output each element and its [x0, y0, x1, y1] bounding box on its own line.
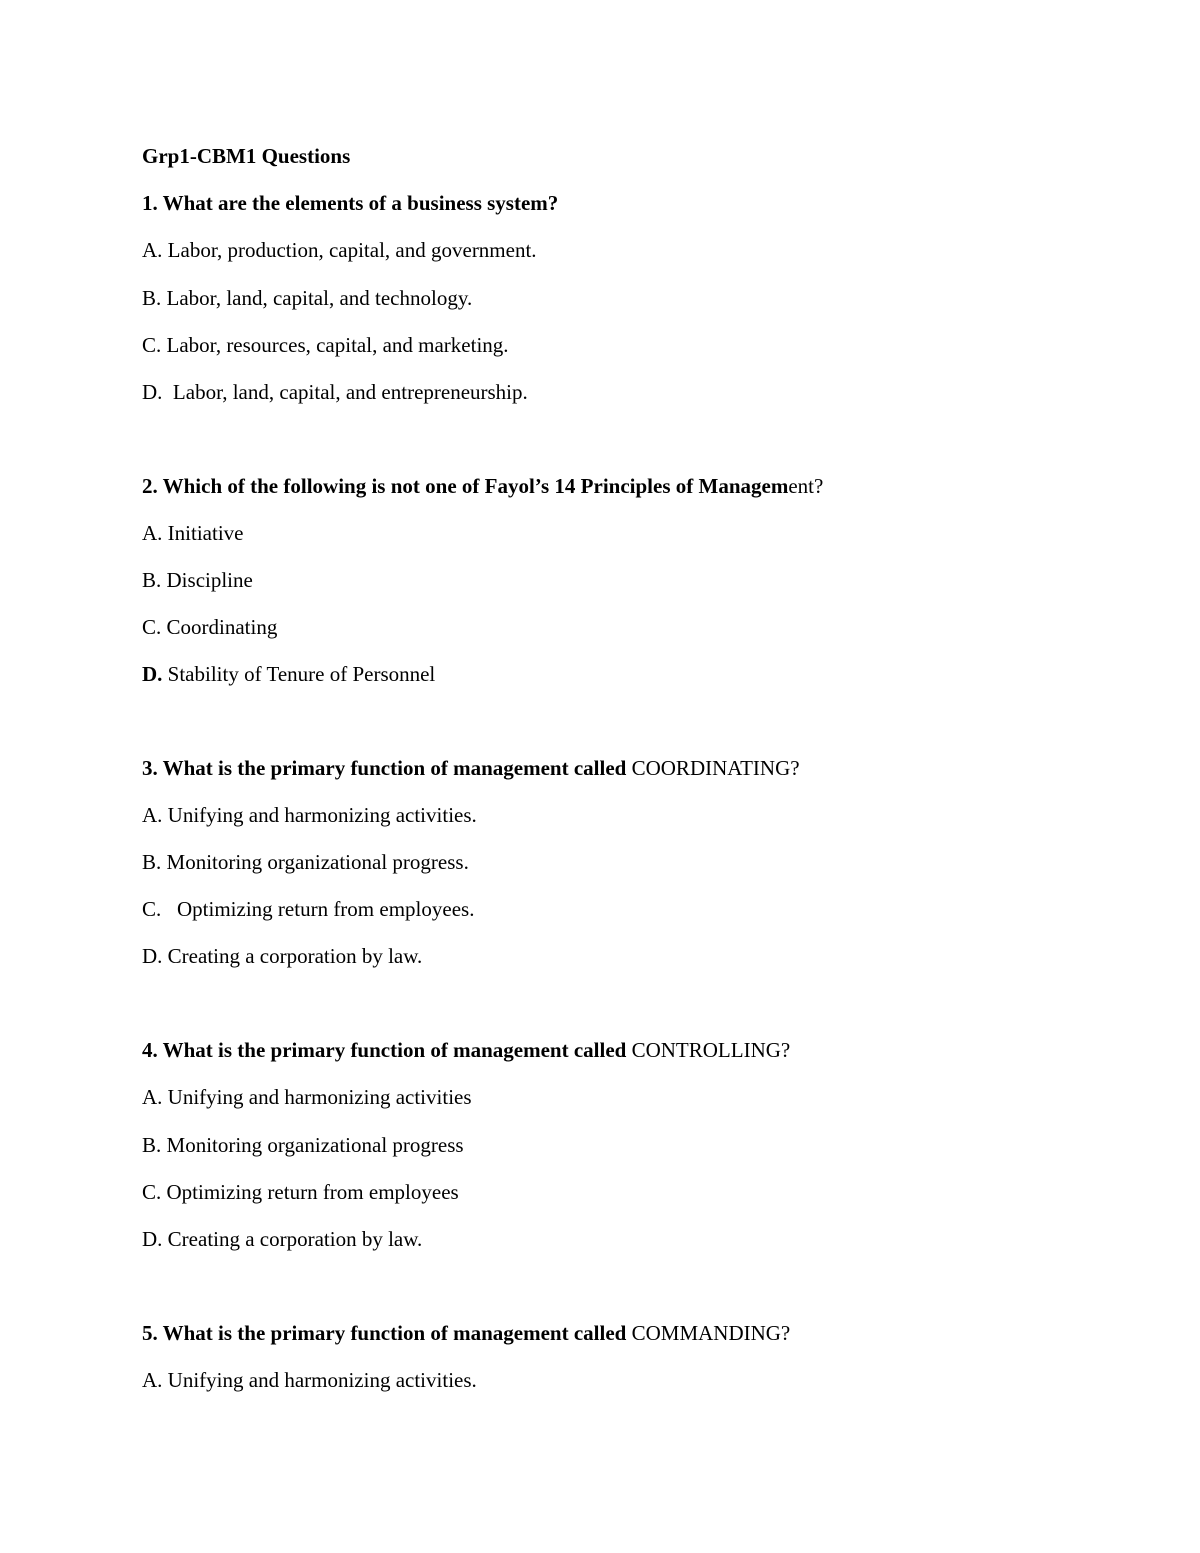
q3-option-d — [142, 943, 422, 969]
option-label: B. — [142, 1133, 162, 1157]
option-label: D. — [142, 944, 163, 968]
option-text: Initiative — [167, 521, 244, 545]
option-text: Coordinating — [166, 615, 278, 639]
option-text: Monitoring organizational progress. — [166, 850, 469, 874]
question-2 — [142, 473, 823, 499]
question-keyword: COORDINATING? — [631, 756, 800, 780]
option-text: Optimizing return from employees. — [177, 897, 475, 921]
option-label: C. — [142, 1180, 162, 1204]
q2-option-c — [142, 614, 277, 640]
q3-option-b — [142, 849, 469, 875]
question-text: 4. What is the primary function of management called — [142, 1038, 632, 1062]
q1-option-d — [142, 379, 528, 405]
option-label: D. — [142, 1227, 163, 1251]
option-text: Stability of Tenure of Personnel — [167, 662, 436, 686]
question-keyword: CONTROLLING? — [631, 1038, 791, 1062]
option-label: B. — [142, 568, 162, 592]
option-label: D. — [142, 380, 163, 404]
q4-option-c — [142, 1179, 459, 1205]
q4-option-b — [142, 1132, 464, 1158]
q4-option-a — [142, 1084, 472, 1110]
question-text: 3. What is the primary function of management called — [142, 756, 632, 780]
q1-option-b — [142, 285, 472, 311]
question-1: 1. What are the elements of a business system? — [142, 191, 559, 215]
question-4 — [142, 1037, 790, 1063]
option-label: A. — [142, 521, 163, 545]
document-title: Grp1-CBM1 Questions — [142, 144, 351, 168]
option-text: Labor, land, capital, and entrepreneurship. — [172, 380, 528, 404]
q2-option-a — [142, 520, 243, 546]
q3-option-c — [142, 896, 474, 922]
option-label: D. — [142, 662, 163, 686]
option-label: A. — [142, 1085, 163, 1109]
option-label: C. — [142, 897, 162, 921]
option-label: A. — [142, 803, 163, 827]
option-text: Unifying and harmonizing activities — [167, 1085, 472, 1109]
q4-option-d — [142, 1226, 422, 1252]
option-text: Labor, production, capital, and government. — [167, 238, 537, 262]
option-text: Creating a corporation by law. — [167, 944, 423, 968]
question-keyword: COMMANDING? — [631, 1321, 791, 1345]
option-text: Creating a corporation by law. — [167, 1227, 423, 1251]
q5-option-a — [142, 1367, 477, 1393]
option-text: Unifying and harmonizing activities. — [167, 803, 477, 827]
option-label: C. — [142, 333, 162, 357]
option-label: C. — [142, 615, 162, 639]
q2-option-b — [142, 567, 253, 593]
question-text-tail: ent? — [788, 474, 824, 498]
option-label: B. — [142, 286, 162, 310]
option-text: Labor, land, capital, and technology. — [166, 286, 473, 310]
q1-option-c — [142, 332, 509, 358]
option-label: B. — [142, 850, 162, 874]
option-text: Discipline — [166, 568, 253, 592]
question-3 — [142, 755, 800, 781]
option-label: A. — [142, 1368, 163, 1392]
q1-option-a — [142, 237, 537, 263]
option-text: Monitoring organizational progress — [166, 1133, 464, 1157]
option-text: Unifying and harmonizing activities. — [167, 1368, 477, 1392]
option-label: A. — [142, 238, 163, 262]
option-text: Optimizing return from employees — [166, 1180, 459, 1204]
q3-option-a — [142, 802, 477, 828]
question-text: 2. Which of the following is not one of Fayol’s 14 Principles of Managem — [142, 474, 789, 498]
option-text: Labor, resources, capital, and marketing. — [166, 333, 509, 357]
question-5 — [142, 1320, 790, 1346]
question-text: 5. What is the primary function of management called — [142, 1321, 632, 1345]
q2-option-d — [142, 661, 435, 687]
